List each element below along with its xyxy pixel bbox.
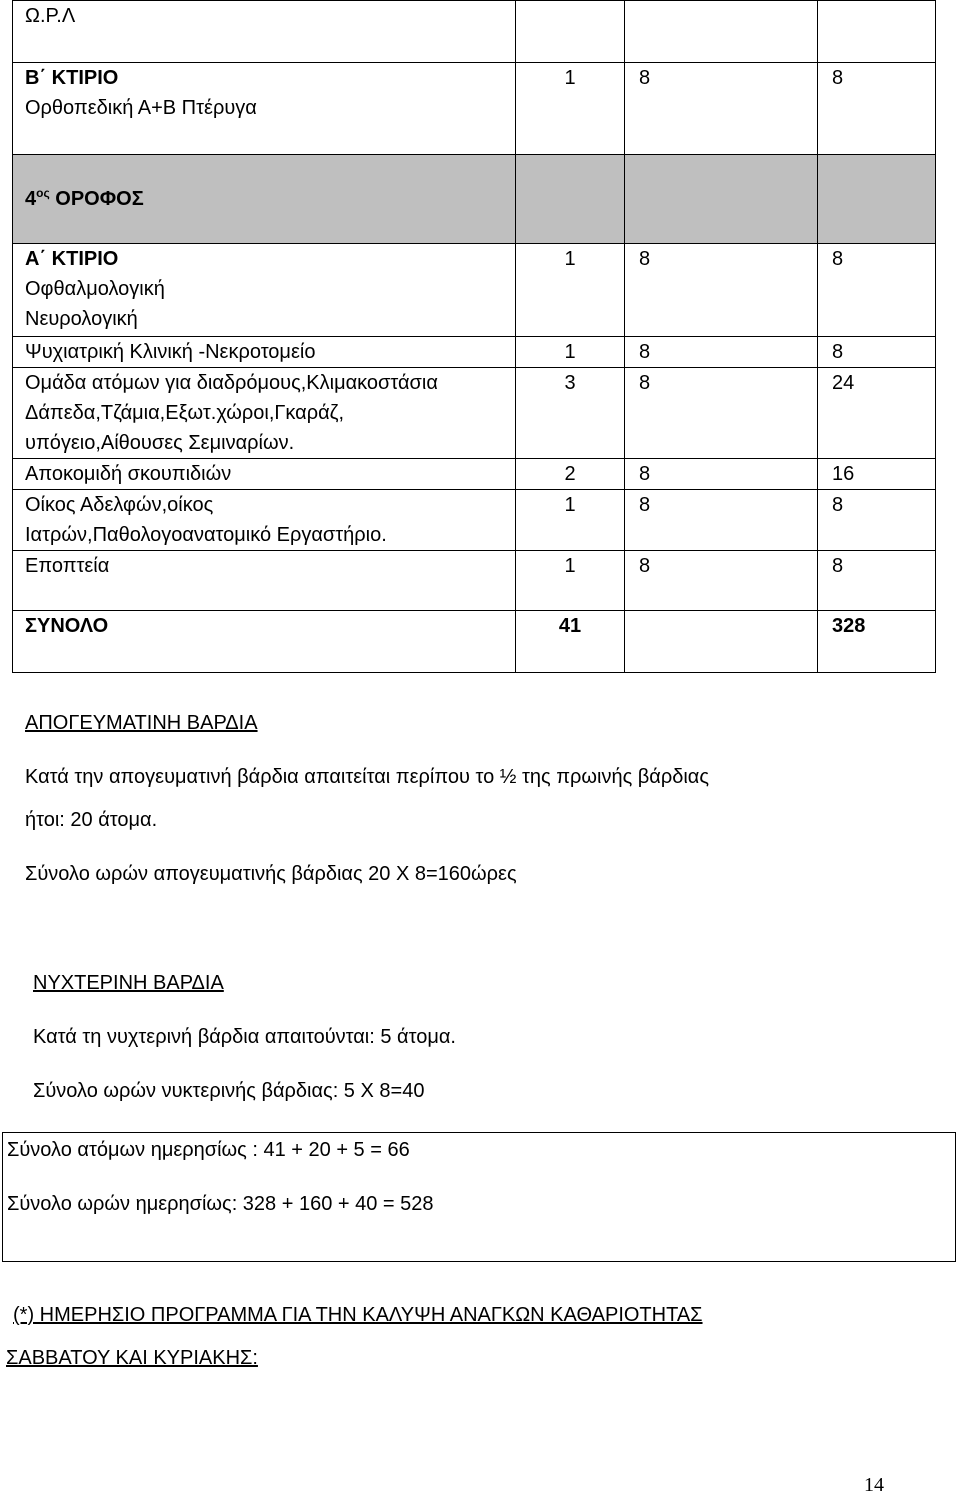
- total-hours-cell: 8: [818, 244, 936, 337]
- staff-count-cell: [516, 1, 625, 63]
- staff-count-cell: 1: [516, 63, 625, 155]
- hours-cell: [625, 1, 818, 63]
- area-cell: [13, 337, 516, 368]
- staffing-table: [12, 0, 936, 673]
- area-line: Οίκος Αδελφών,οίκος: [25, 494, 214, 516]
- table-row: [13, 490, 936, 551]
- total-hours-cell: 8: [818, 337, 936, 368]
- area-line: Νευρολογική: [25, 308, 138, 330]
- hours-cell: 8: [625, 490, 818, 551]
- daily-summary-box: [2, 1132, 956, 1262]
- staff-count-cell: 1: [516, 551, 625, 611]
- night-shift-line: Κατά τη νυχτερινή βάρδια απαιτούνται: 5 άτομα.: [33, 1026, 456, 1048]
- area-cell: [13, 63, 516, 155]
- total-hours-cell: 328: [818, 611, 936, 673]
- table-row: [13, 459, 936, 490]
- floor-superscript: ος: [36, 186, 50, 200]
- footer-heading-line: (*) ΗΜΕΡΗΣΙΟ ΠΡΟΓΡΑΜΜΑ ΓΙΑ ΤΗΝ ΚΑΛΥΨΗ ΑΝΑΓΚΩΝ ΚΑΘΑΡΙΟΤΗΤΑΣ: [13, 1304, 703, 1326]
- staff-count-cell: 1: [516, 244, 625, 337]
- night-shift-heading: ΝΥΧΤΕΡΙΝΗ ΒΑΡΔΙΑ: [33, 972, 224, 994]
- table-row: [13, 244, 936, 337]
- hours-cell: 8: [625, 459, 818, 490]
- floor-header-row: [13, 155, 936, 244]
- empty-cell: [516, 155, 625, 244]
- area-cell: [13, 368, 516, 459]
- area-line: Δάπεδα,Τζάμια,Εξωτ.χώροι,Γκαράζ,: [25, 402, 345, 424]
- staff-count-cell: 3: [516, 368, 625, 459]
- floor-title: ΟΡΟΦΟΣ: [55, 188, 144, 210]
- area-line: Ιατρών,Παθολογοανατομικό Εργαστήριο.: [25, 524, 387, 546]
- floor-header-cell: [13, 155, 516, 244]
- staff-count-cell: 1: [516, 490, 625, 551]
- table-row: [13, 368, 936, 459]
- area-line: υπόγειο,Αίθουσες Σεμιναρίων.: [25, 432, 295, 454]
- empty-cell: [818, 155, 936, 244]
- total-hours-cell: 24: [818, 368, 936, 459]
- hours-cell: 8: [625, 63, 818, 155]
- night-shift-hours: Σύνολο ωρών νυκτερινής βάρδιας: 5 Χ 8=40: [33, 1080, 425, 1102]
- daily-hours-total: Σύνολο ωρών ημερησίως: 328 + 160 + 40 = 528: [7, 1193, 434, 1215]
- total-hours-cell: 16: [818, 459, 936, 490]
- total-hours-cell: 8: [818, 63, 936, 155]
- area-line: Αποκομιδή σκουπιδιών: [25, 463, 232, 485]
- total-staff-cell: 41: [516, 611, 625, 673]
- area-cell: [13, 244, 516, 337]
- total-label: ΣΥΝΟΛΟ: [25, 615, 109, 637]
- hours-cell: 8: [625, 337, 818, 368]
- footer-heading-line: ΣΑΒΒΑΤΟΥ ΚΑΙ ΚΥΡΙΑΚΗΣ:: [6, 1347, 258, 1369]
- area-cell: [13, 551, 516, 611]
- floor-number: 4: [25, 188, 37, 210]
- staff-count-cell: 1: [516, 337, 625, 368]
- area-line: Οφθαλμολογική: [25, 278, 165, 300]
- hours-cell: 8: [625, 551, 818, 611]
- total-hours-cell: 8: [818, 551, 936, 611]
- hours-cell: [625, 611, 818, 673]
- area-cell: [13, 611, 516, 673]
- afternoon-shift-hours: Σύνολο ωρών απογευματινής βάρδιας 20 Χ 8=160ώρες: [25, 863, 517, 885]
- daily-people-total: Σύνολο ατόμων ημερησίως : 41 + 20 + 5 = 66: [7, 1139, 410, 1161]
- table-row: [13, 337, 936, 368]
- afternoon-shift-line: Κατά την απογευματινή βάρδια απαιτείται περίπου το ½ της πρωινής βάρδιας: [25, 766, 709, 788]
- total-row: [13, 611, 936, 673]
- area-cell: [13, 1, 516, 63]
- area-cell: [13, 490, 516, 551]
- total-hours-cell: [818, 1, 936, 63]
- area-line: Β΄ ΚΤΙΡΙΟ: [25, 67, 119, 89]
- area-line: Α΄ ΚΤΙΡΙΟ: [25, 248, 119, 270]
- table-row: [13, 1, 936, 63]
- table-row: [13, 63, 936, 155]
- area-line: Ω.Ρ.Λ: [25, 5, 76, 27]
- hours-cell: 8: [625, 368, 818, 459]
- empty-cell: [625, 155, 818, 244]
- area-line: Ψυχιατρική Κλινική -Νεκροτομείο: [25, 341, 316, 363]
- area-line: Ομάδα ατόμων για διαδρόμους,Κλιμακοστάσια: [25, 372, 438, 394]
- hours-cell: 8: [625, 244, 818, 337]
- staffing-table-wrap: [12, 0, 935, 673]
- area-cell: [13, 459, 516, 490]
- table-row: [13, 551, 936, 611]
- afternoon-shift-heading: ΑΠΟΓΕΥΜΑΤΙΝΗ ΒΑΡΔΙΑ: [25, 712, 258, 734]
- afternoon-shift-line: ήτοι: 20 άτομα.: [25, 809, 158, 831]
- page-number: 14: [864, 1474, 884, 1496]
- area-line: Ορθοπεδική Α+Β Πτέρυγα: [25, 97, 257, 119]
- area-line: Εποπτεία: [25, 555, 110, 577]
- staff-count-cell: 2: [516, 459, 625, 490]
- total-hours-cell: 8: [818, 490, 936, 551]
